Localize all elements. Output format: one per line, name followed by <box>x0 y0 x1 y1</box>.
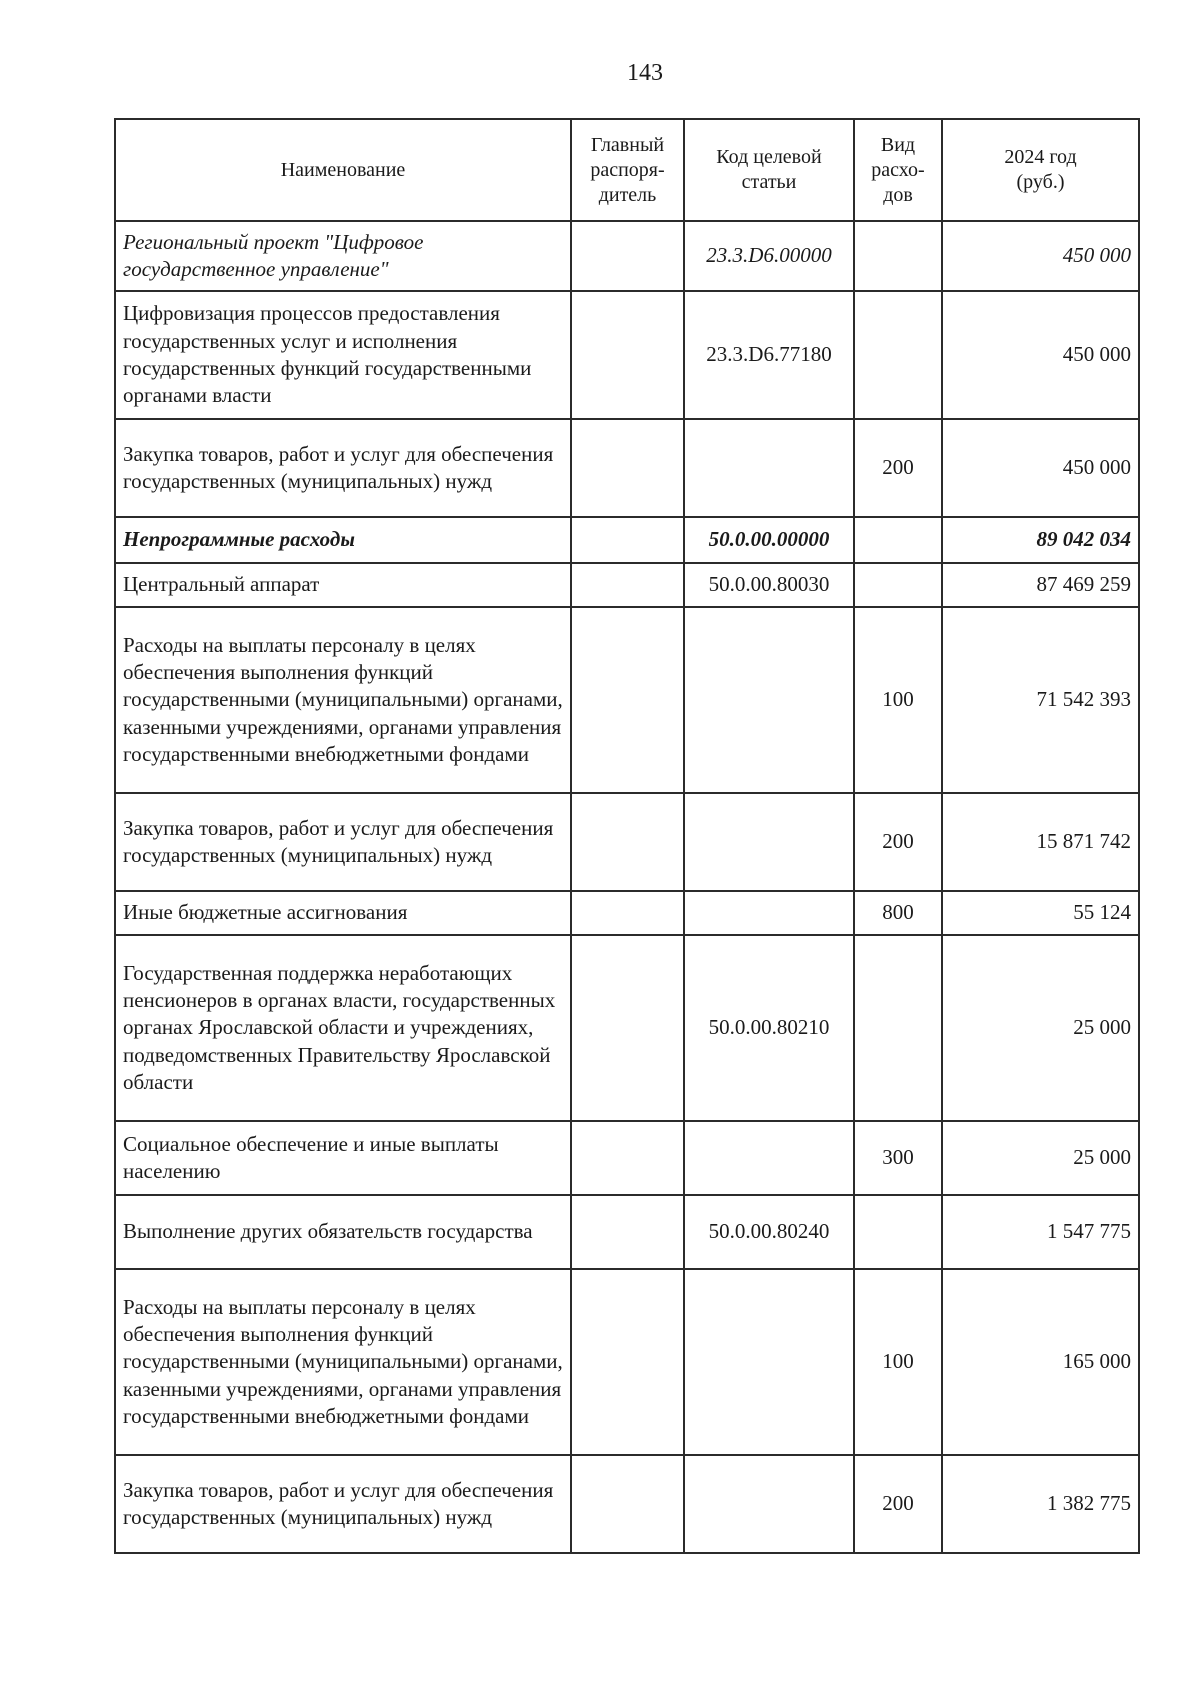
table-row <box>115 1455 1139 1553</box>
cell-amount: 1 382 775 <box>942 1455 1139 1553</box>
cell-admin <box>571 221 684 291</box>
header-code: Код целевой статьи <box>684 119 854 221</box>
cell-code: 50.0.00.00000 <box>684 517 854 563</box>
cell-amount: 89 042 034 <box>942 517 1139 563</box>
cell-code: 50.0.00.80210 <box>684 935 854 1121</box>
cell-name: Закупка товаров, работ и услуг для обеспечения государственных (муниципальных) нужд <box>115 419 571 517</box>
cell-name: Закупка товаров, работ и услуг для обеспечения государственных (муниципальных) нужд <box>115 1455 571 1553</box>
cell-name: Центральный аппарат <box>115 563 571 607</box>
cell-admin <box>571 419 684 517</box>
cell-code: 50.0.00.80030 <box>684 563 854 607</box>
cell-type: 200 <box>854 1455 942 1553</box>
cell-amount: 55 124 <box>942 891 1139 935</box>
cell-admin <box>571 517 684 563</box>
table-row <box>115 517 1139 563</box>
cell-code: 23.3.D6.00000 <box>684 221 854 291</box>
cell-type <box>854 291 942 419</box>
cell-type: 200 <box>854 419 942 517</box>
budget-table <box>114 118 1140 1554</box>
cell-type: 800 <box>854 891 942 935</box>
cell-admin <box>571 291 684 419</box>
table-row <box>115 935 1139 1121</box>
cell-amount: 25 000 <box>942 1121 1139 1195</box>
cell-code <box>684 607 854 793</box>
cell-code <box>684 1455 854 1553</box>
table-row <box>115 1121 1139 1195</box>
table-row <box>115 607 1139 793</box>
cell-type <box>854 563 942 607</box>
table-row <box>115 221 1139 291</box>
cell-amount: 1 547 775 <box>942 1195 1139 1269</box>
cell-admin <box>571 1269 684 1455</box>
cell-code <box>684 793 854 891</box>
cell-name: Государственная поддержка неработающих пенсионеров в органах власти, государственных органах Ярославской области и учреждениях, подведомственных Правительству Ярославской области <box>115 935 571 1121</box>
cell-type: 200 <box>854 793 942 891</box>
cell-code <box>684 1269 854 1455</box>
table-row <box>115 419 1139 517</box>
cell-type <box>854 517 942 563</box>
cell-amount: 15 871 742 <box>942 793 1139 891</box>
cell-name: Выполнение других обязательств государства <box>115 1195 571 1269</box>
cell-name: Расходы на выплаты персоналу в целях обеспечения выполнения функций государственными (муниципальными) органами, казенными учреждениями, органами управления государственными внебюджетными фондами <box>115 1269 571 1455</box>
page-number: 143 <box>627 60 663 86</box>
table-header-row <box>115 119 1139 221</box>
header-admin: Главный распоря- дитель <box>571 119 684 221</box>
cell-type <box>854 221 942 291</box>
cell-name: Социальное обеспечение и иные выплаты населению <box>115 1121 571 1195</box>
cell-amount: 25 000 <box>942 935 1139 1121</box>
cell-amount: 71 542 393 <box>942 607 1139 793</box>
table-row <box>115 291 1139 419</box>
cell-admin <box>571 563 684 607</box>
table-row <box>115 1195 1139 1269</box>
cell-admin <box>571 607 684 793</box>
header-amount: 2024 год (руб.) <box>942 119 1139 221</box>
cell-name: Иные бюджетные ассигнования <box>115 891 571 935</box>
table-row <box>115 793 1139 891</box>
cell-admin <box>571 1121 684 1195</box>
cell-amount: 450 000 <box>942 419 1139 517</box>
cell-type: 100 <box>854 1269 942 1455</box>
cell-name: Расходы на выплаты персоналу в целях обеспечения выполнения функций государственными (муниципальными) органами, казенными учреждениями, органами управления государственными внебюджетными фондами <box>115 607 571 793</box>
cell-admin <box>571 793 684 891</box>
cell-code: 23.3.D6.77180 <box>684 291 854 419</box>
cell-type: 100 <box>854 607 942 793</box>
cell-type: 300 <box>854 1121 942 1195</box>
cell-name: Цифровизация процессов предоставления государственных услуг и исполнения государственных функций государственными органами власти <box>115 291 571 419</box>
header-name: Наименование <box>115 119 571 221</box>
cell-amount: 87 469 259 <box>942 563 1139 607</box>
cell-name: Закупка товаров, работ и услуг для обеспечения государственных (муниципальных) нужд <box>115 793 571 891</box>
cell-code <box>684 419 854 517</box>
cell-amount: 450 000 <box>942 291 1139 419</box>
table-row <box>115 563 1139 607</box>
cell-admin <box>571 1455 684 1553</box>
cell-name: Непрограммные расходы <box>115 517 571 563</box>
cell-admin <box>571 1195 684 1269</box>
cell-code <box>684 1121 854 1195</box>
cell-type <box>854 1195 942 1269</box>
cell-type <box>854 935 942 1121</box>
cell-amount: 450 000 <box>942 221 1139 291</box>
cell-code: 50.0.00.80240 <box>684 1195 854 1269</box>
header-type: Вид расхо- дов <box>854 119 942 221</box>
table-row <box>115 891 1139 935</box>
cell-admin <box>571 935 684 1121</box>
cell-amount: 165 000 <box>942 1269 1139 1455</box>
cell-admin <box>571 891 684 935</box>
table-row <box>115 1269 1139 1455</box>
cell-name: Региональный проект "Цифровое государственное управление" <box>115 221 571 291</box>
cell-code <box>684 891 854 935</box>
